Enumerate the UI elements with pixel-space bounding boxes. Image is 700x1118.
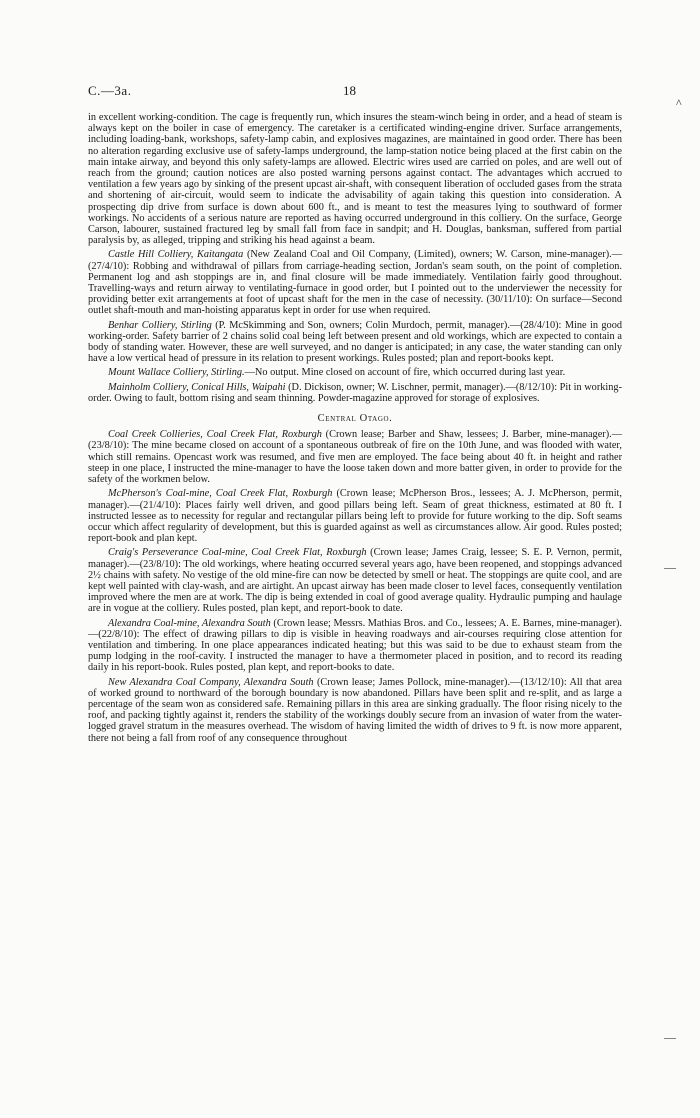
margin-mark-top-right: ^: [676, 96, 682, 110]
paragraph-title: Craig's Perseverance Coal-mine, Coal Creek Flat, Roxburgh: [108, 547, 367, 559]
paragraph-title: Mount Wallace Colliery, Stirling.: [108, 367, 245, 379]
page-number: 18: [343, 83, 356, 98]
paragraph-text: (Crown lease; James Pollock, mine-manager).—(13/12/10): All that area of worked ground to northward of the borough boundary is now abandoned. Pillars have been split and re-split, and as large a percentage of the seam won as considered safe. Remaining pillars in this area are sinking gradually. The floor rising nicely to the roof, and packing tightly against it, renders the stability of the workings doubly secure from an invasion of water from the water-logged gravel stratum in the measures overhead. The wisdom of having limited the width of drives to 9 ft. is now more apparent, there not being a fall from roof of any consequence throughout: [88, 676, 622, 744]
paragraph-title: Coal Creek Collieries, Coal Creek Flat, Roxburgh: [108, 429, 322, 441]
paragraph-title: McPherson's Coal-mine, Coal Creek Flat, Roxburgh: [108, 488, 333, 500]
paragraph-text: (Crown lease; Barber and Shaw, lessees; J. Barber, mine-manager).—(23/8/10): The mine became closed on account of a spontaneous outbreak of fire on the 10th June, and was flooded with water, which still remains. Opencast work was resumed, and five men are employed. The face being about 40 ft. in height and rather steep in one place, I instructed the mine-manager to have the loose taken down and more batter given, in order to provide for the safety of the workmen below.: [88, 429, 622, 486]
page-header: [88, 83, 618, 103]
paragraph: [88, 429, 622, 485]
paragraph: [88, 249, 622, 316]
paragraph-text: (D. Dickison, owner; W. Lischner, permit, manager).—(8/12/10): Pit in working-order. Owing to fault, bottom rising and seam thinning. Powder-magazine approved for storage of explosives.: [88, 381, 622, 404]
document-reference: C.—3a.: [88, 83, 132, 98]
paragraph: [88, 488, 622, 544]
paragraph-title: Alexandra Coal-mine, Alexandra South: [108, 617, 271, 629]
paragraph-title: Benhar Colliery, Stirling: [108, 319, 212, 331]
section-heading: Central Otago.: [317, 413, 393, 425]
paragraph-text: (Crown lease; McPherson Bros., lessees; A. J. McPherson, permit, manager).—(21/4/10): Places fairly well driven, and good pillars being left. Seam of great thickness, estimated at 80 ft. I instructed lessee as to necessity for regular and rectangular pillars being left to provide for future working to the dip. Soft seams occur which affect regularity of development, but this is guarded against as well as circumstances allow. Air good. Rules posted; report-book and plan kept.: [88, 488, 622, 545]
paragraph-title: Mainholm Colliery, Conical Hills, Waipahi: [108, 381, 286, 393]
paragraph-text: —No output. Mine closed on account of fire, which occurred during last year.: [244, 367, 566, 379]
paragraph-title: Castle Hill Colliery, Kaitangata: [108, 249, 244, 261]
paragraph-text: (P. McSkimming and Son, owners; Colin Murdoch, permit, manager).—(28/4/10): Mine in good working-order. Safety barrier of 2 chains solid coal being left between present and old workings, which are expected to contain a body of standing water. However, these are well surveyed, and no danger is anticipated; in any case, the water standing can only have a low vertical head of pressure in its relation to present workings. Rules posted; plan and report-books kept.: [88, 319, 622, 365]
margin-mark-bottom-right: —: [664, 1030, 676, 1044]
paragraph: [88, 677, 622, 744]
paragraph: [88, 367, 622, 378]
paragraph-text: (Crown lease; James Craig, lessee; S. E. P. Vernon, permit, manager).—(23/8/10): The old workings, where heating occurred several years ago, have been reopened, and stoppings advanced 2½ chains with safety. No vestige of the old mine-fire can now be detected by smell or heat. The stoppings are quite cool, and are kept well painted with clay-wash, and are airtight. An upcast airway has been made closer to level faces, consequently ventilation improved where the men are at work. The dip is being extended in coal of good average quality. Hydraulic pumping and haulage are in vogue at the colliery. Rules posted, plan kept, and report-book to date.: [88, 547, 623, 615]
paragraph: [88, 320, 622, 365]
paragraph: [88, 112, 622, 246]
paragraph-text: (New Zealand Coal and Oil Company, (Limited), owners; W. Carson, mine-manager).—(27/4/10): Robbing and withdrawal of pillars from carriage-heading section, Jordan's seam south, on the point of completion. Permanent log and ash stoppings are in, and final closure will be made immediately. Ventilation fairly good throughout. Travelling-ways and return airway to ventilating-furnace in good order, but I pointed out to the underviewer the necessity for providing better exit arrangements at foot of upcast shaft for the men in the case of necessity. (30/11/10): On surface—Second outlet shaft-mouth and man-hoisting apparatus kept in order for use when required.: [88, 249, 622, 317]
paragraph-text: (Crown lease; Messrs. Mathias Bros. and Co., lessees; A. E. Barnes, mine-manager).—(22/8/10): The effect of drawing pillars to dip is visible in heaving roadways and air-courses requiring close attention for ventilation and timbering. In one place appearances indicated heating; but this was said to be due to exhaust steam from the pump lodging in the roof-cavity. I instructed the manager to have a thermometer placed in position, and to record its reading daily in his report-book. Rules posted, plan kept, and report-books to date.: [88, 617, 622, 674]
paragraph: [88, 382, 622, 404]
page-body: [88, 112, 622, 747]
paragraph-title: New Alexandra Coal Company, Alexandra South: [108, 676, 314, 688]
paragraph-text: in excellent working-condition. The cage is frequently run, which insures the steam-winch being in order, and a head of steam is always kept on the boiler in case of emergency. The caretaker is a certificated winding-engine driver. Surface arrangements, including loading-bank, workshops, safety-lamp cabin, and explosives magazines, are maintained in good order. There has been no alteration regarding exclusive use of safety-lamps underground, the lamp-station notice being placed at the first cabin on the main intake airway, and beyond this only safety-lamps are allowed. Electric wires used are carried on poles, and are well out of reach from the ground; caution notices are also posted warning persons against contact. The advantages which accrued to ventilation a few years ago by sinking of the present upcast air-shaft, with consequent liberation of occluded gases from the strata and shortening of air-circuit, would seem to indicate the advisability of again taking this question into consideration. A prospecting dip drive from surface is down about 600 ft., and is meant to test the measures lying to southward of former workings. No accidents of a serious nature are reported as having occurred underground in this colliery. On the surface, George Carson, labourer, sustained fractured leg by small fall from face in sandpit; and H. Douglas, banksman, suffered from partial paralysis by, as alleged, tripping and striking his head against a beam.: [88, 112, 622, 247]
margin-mark-mid-right: —: [664, 560, 676, 574]
paragraph: [88, 618, 622, 674]
paragraph: [88, 547, 622, 614]
